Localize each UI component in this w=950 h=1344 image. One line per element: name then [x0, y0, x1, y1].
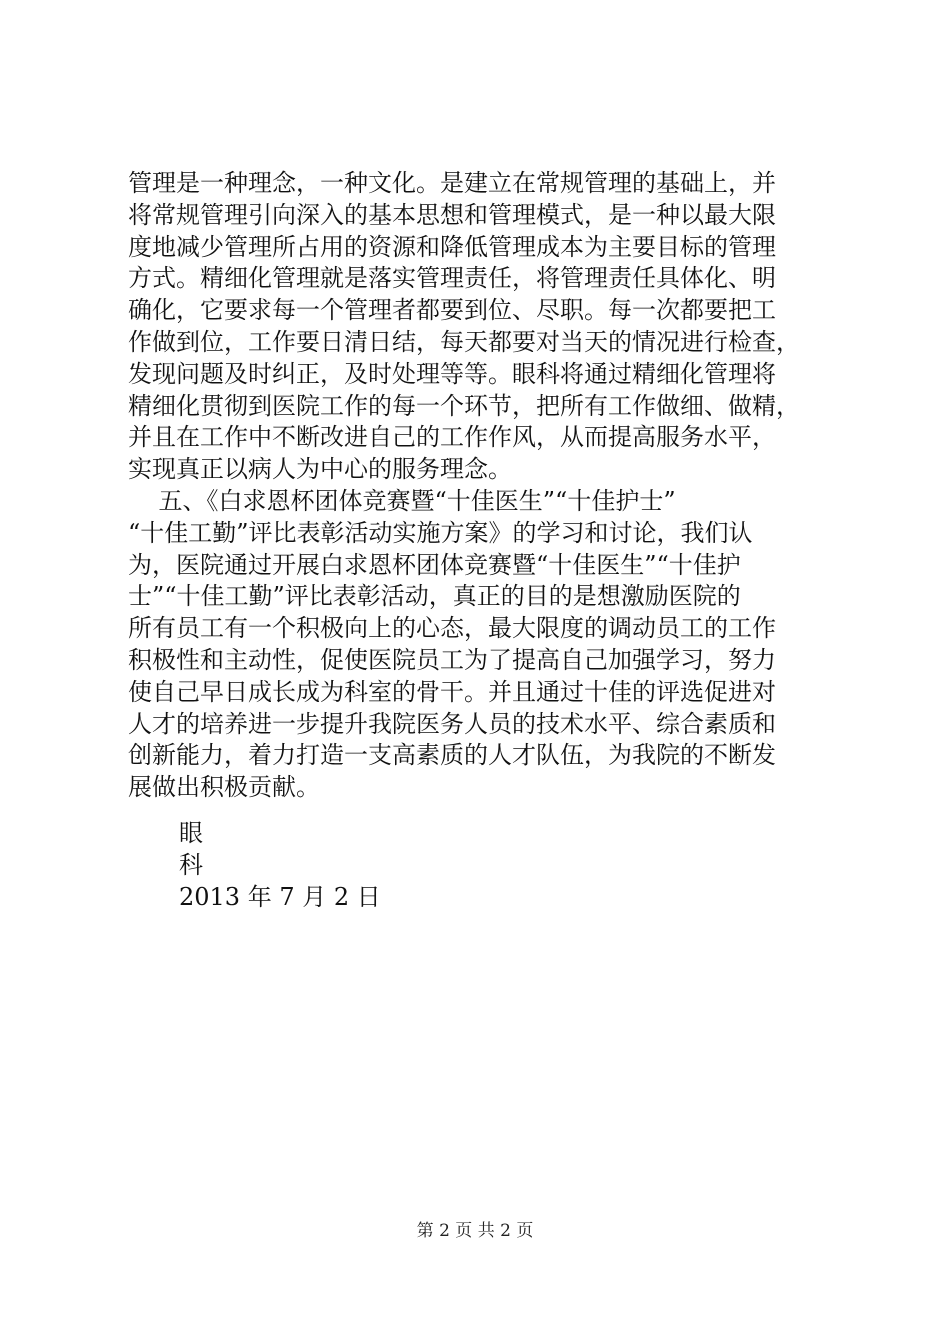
text-line: 所有员工有一个积极向上的心态，最大限度的调动员工的工作 [128, 614, 776, 643]
text-line: 发现问题及时纠正，及时处理等等。眼科将通过精细化管理将 [128, 359, 776, 388]
text-line: 士”“十佳工勤”评比表彰活动，真正的目的是想激励医院的 [128, 582, 741, 611]
signature-department-line2: 科 [179, 851, 203, 879]
text-line: 人才的培养进一步提升我院医务人员的技术水平、综合素质和 [128, 709, 776, 738]
body-text [128, 168, 828, 804]
text-line: 将常规管理引向深入的基本思想和管理模式，是一种以最大限 [128, 200, 776, 229]
text-line: 五、《白求恩杯团体竞赛暨“十佳医生”“十佳护士” [128, 486, 676, 515]
text-line: 作做到位，工作要日清日结，每天都要对当天的情况进行检查， [128, 327, 800, 356]
text-line: “十佳工勤”评比表彰活动实施方案》的学习和讨论，我们认 [128, 518, 753, 547]
text-line: 积极性和主动性，促使医院员工为了提高自己加强学习，努力 [128, 645, 776, 674]
text-line: 创新能力，着力打造一支高素质的人才队伍，为我院的不断发 [128, 741, 776, 770]
text-line: 方式。精细化管理就是落实管理责任，将管理责任具体化、明 [128, 264, 776, 293]
text-line: 并且在工作中不断改进自己的工作作风，从而提高服务水平， [128, 423, 776, 452]
text-line: 度地减少管理所占用的资源和降低管理成本为主要目标的管理 [128, 232, 776, 261]
text-line: 确化，它要求每一个管理者都要到位、尽职。每一次都要把工 [128, 296, 776, 325]
text-line: 实现真正以病人为中心的服务理念。 [128, 455, 512, 484]
page-footer: 第 2 页 共 2 页 [416, 1221, 534, 1241]
text-line: 管理是一种理念，一种文化。是建立在常规管理的基础上，并 [128, 169, 776, 197]
signature-date: 2013 年 7 月 2 日 [179, 883, 381, 911]
text-line: 使自己早日成长成为科室的骨干。并且通过十佳的评选促进对 [128, 677, 776, 706]
text-line: 展做出积极贡献。 [128, 773, 320, 802]
signature-department-line1: 眼 [179, 819, 203, 847]
text-line: 为，医院通过开展白求恩杯团体竞赛暨“十佳医生”“十佳护 [128, 550, 741, 579]
text-line: 精细化贯彻到医院工作的每一个环节，把所有工作做细、做精， [128, 391, 800, 420]
